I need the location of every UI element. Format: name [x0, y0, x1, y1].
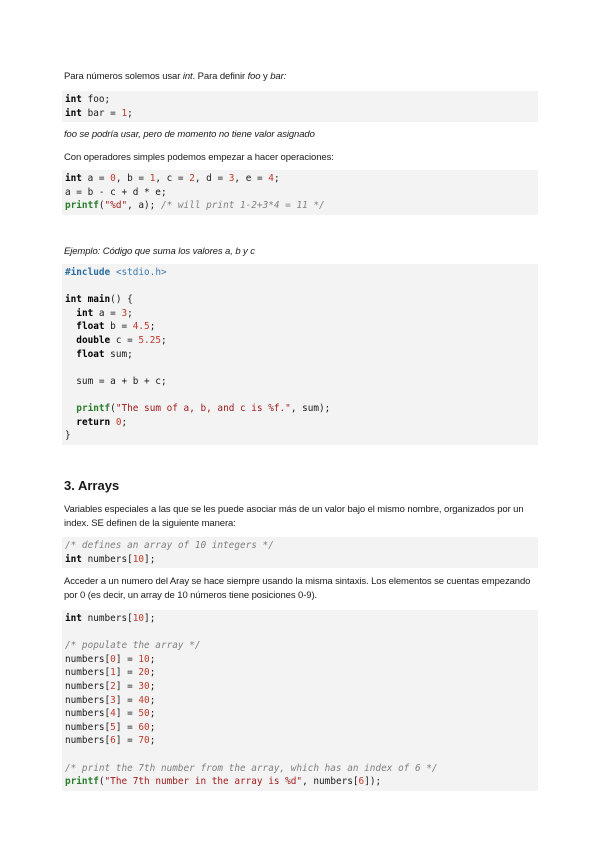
code-line — [65, 626, 538, 640]
code-line: sum = a + b + c; — [65, 375, 167, 387]
code-line: int numbers[10]; — [65, 553, 156, 565]
code-line: int numbers[10]; — [65, 613, 156, 624]
code-line — [65, 280, 538, 294]
code-line: /* defines an array of 10 integers */ — [65, 540, 274, 551]
paragraph-arrays-definition: Variables especiales a las que se les puede asociar más de un valor bajo el mismo nombre, organizados por un index. SE definen de la siguiente manera: — [64, 504, 524, 529]
code-line: return 0; — [76, 416, 128, 428]
code-line: printf("%d", a); /* will print 1-2+3*4 = 11 */ — [65, 200, 325, 212]
code-line: a = b - c + d * e; — [65, 186, 167, 198]
code-block-array-declaration — [62, 537, 538, 568]
code-block-operations — [62, 170, 538, 215]
code-line: int a = 0, b = 1, c = 2, d = 3, e = 4; — [65, 173, 280, 184]
code-block-array-populate — [62, 610, 538, 791]
code-line: #include <stdio.h> — [65, 267, 167, 278]
text-run-italic: bar: — [270, 71, 287, 82]
code-line: } — [65, 430, 71, 442]
code-line: int bar = 1; — [65, 107, 133, 119]
code-line: numbers[2] = 30; — [65, 680, 156, 692]
code-line: /* populate the array */ — [65, 640, 201, 652]
paragraph-operators: Con operadores simples podemos empezar a hacer operaciones: — [64, 152, 334, 163]
code-block-sum-example — [62, 264, 538, 445]
code-line: numbers[4] = 50; — [65, 708, 156, 720]
text-run-italic: int — [182, 71, 193, 82]
paragraph-foo-note: foo se podría usar, pero de momento no tiene valor asignado — [64, 129, 315, 140]
code-line: numbers[0] = 10; — [65, 653, 156, 665]
section-heading-arrays: 3. Arrays — [64, 478, 120, 493]
code-line: numbers[6] = 70; — [65, 735, 156, 747]
paragraph-array-access: Acceder a un numero del Aray se hace siempre usando la misma sintaxis. Los elementos se cuentas empezando por 0 (es decir, un array de 10 números tiene posiciones 0-9). — [64, 576, 531, 601]
code-line: numbers[1] = 20; — [65, 667, 156, 679]
text-run: y — [260, 71, 271, 82]
code-line: numbers[3] = 40; — [65, 694, 156, 706]
text-run-italic: foo — [247, 71, 261, 82]
paragraph-int-intro — [64, 70, 540, 84]
code-line: /* print the 7th number from the array, which has an index of 6 */ — [65, 762, 438, 774]
code-line: int main() { — [65, 294, 133, 306]
code-line: printf("The 7th number in the array is %d", numbers[6]); — [65, 776, 382, 788]
code-line: int foo; — [65, 94, 111, 105]
code-line — [65, 748, 538, 762]
code-line — [65, 388, 538, 402]
code-line: int a = 3; — [76, 307, 133, 319]
text-run: Para números solemos usar — [64, 71, 183, 82]
code-line — [65, 361, 538, 375]
text-run: . Para definir — [192, 71, 248, 82]
code-line: numbers[5] = 60; — [65, 721, 156, 733]
paragraph-example: Ejemplo: Código que suma los valores a, b y c — [64, 246, 255, 257]
code-block-declarations — [62, 91, 538, 122]
code-line: printf("The sum of a, b, and c is %f.", sum); — [76, 402, 331, 414]
code-line: float b = 4.5; — [76, 321, 156, 333]
code-line: float sum; — [76, 348, 133, 360]
code-line: double c = 5.25; — [76, 334, 167, 346]
